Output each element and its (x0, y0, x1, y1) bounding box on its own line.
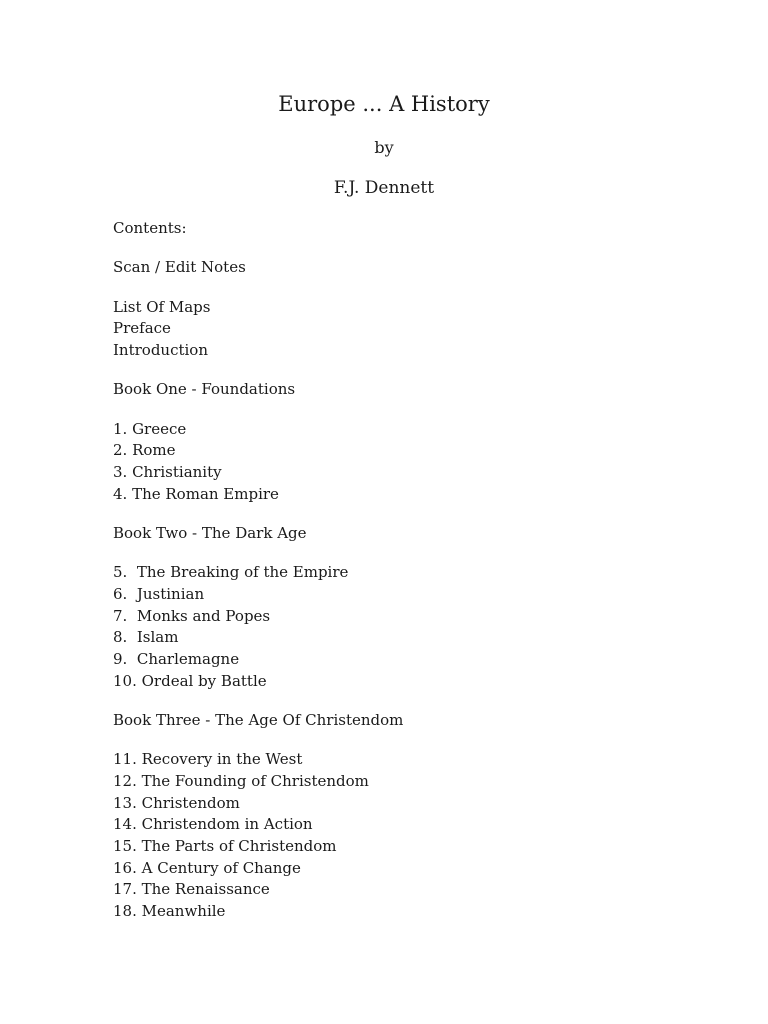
toc-chapter: 10. Ordeal by Battle (113, 671, 267, 690)
author-name: F.J. Dennett (333, 178, 435, 198)
spacer (113, 505, 673, 523)
book-one-heading: Book One - Foundations (113, 380, 296, 399)
toc-chapter: 5. The Breaking of the Empire (113, 563, 349, 582)
book-two-heading: Book Two - The Dark Age (113, 523, 307, 542)
spacer (113, 545, 673, 563)
toc-chapter: 14. Christendom in Action (113, 815, 313, 834)
toc-chapter: 6. Justinian (113, 584, 205, 603)
table-of-contents (113, 218, 673, 923)
toc-chapter: 3. Christianity (113, 462, 222, 481)
toc-chapter: 1. Greece (113, 419, 187, 438)
toc-entry-introduction: Introduction (113, 340, 208, 359)
spacer (113, 240, 673, 258)
toc-chapter: 4. The Roman Empire (113, 484, 279, 503)
toc-entry-list-of-maps: List Of Maps (113, 297, 211, 316)
toc-chapter: 11. Recovery in the West (113, 750, 303, 769)
book-three-heading: Book Three - The Age Of Christendom (113, 710, 404, 729)
toc-chapter: 8. Islam (113, 628, 179, 647)
byline-by: by (374, 138, 394, 157)
toc-chapter: 16. A Century of Change (113, 858, 301, 877)
contents-heading: Contents: (113, 219, 187, 237)
toc-chapter: 2. Rome (113, 441, 176, 460)
toc-chapter: 15. The Parts of Christendom (113, 836, 337, 855)
spacer (113, 692, 673, 710)
toc-entry-scan-edit-notes: Scan / Edit Notes (113, 258, 246, 277)
toc-chapter: 7. Monks and Popes (113, 606, 271, 625)
spacer (113, 279, 673, 297)
spacer (113, 732, 673, 750)
toc-chapter: 9. Charlemagne (113, 649, 240, 668)
toc-entry-preface: Preface (113, 319, 171, 338)
toc-chapter: 17. The Renaissance (113, 880, 270, 899)
document-title: Europe ... A History (278, 92, 490, 116)
toc-chapter: 12. The Founding of Christendom (113, 771, 369, 790)
toc-chapter: 13. Christendom (113, 793, 240, 812)
toc-chapter: 18. Meanwhile (113, 901, 226, 920)
spacer (113, 401, 673, 419)
spacer (113, 362, 673, 380)
